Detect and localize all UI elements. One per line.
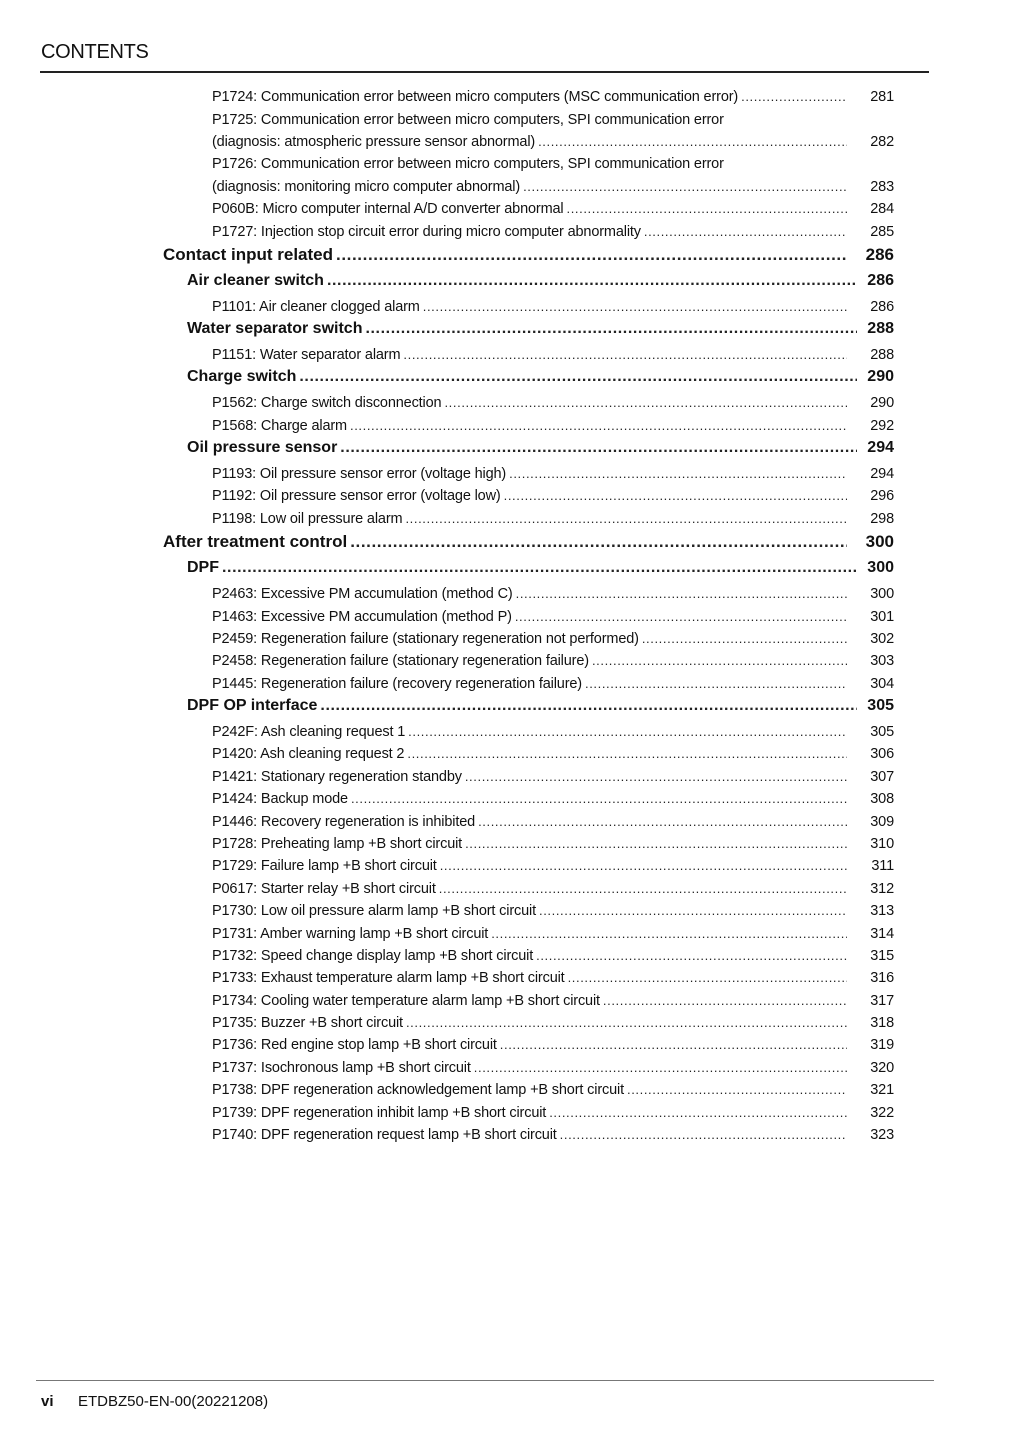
toc-entry-title: P1734: Cooling water temperature alarm lamp +B short circuit bbox=[212, 992, 600, 1009]
toc-entry-title: P1735: Buzzer +B short circuit bbox=[212, 1015, 403, 1032]
toc-page-number: 313 bbox=[870, 903, 894, 920]
toc-subsection[interactable] bbox=[187, 439, 894, 457]
toc-page-number: 322 bbox=[870, 1104, 894, 1121]
toc-entry[interactable] bbox=[212, 466, 894, 482]
dot-leader bbox=[406, 1015, 847, 1030]
toc-page-number: 290 bbox=[870, 395, 894, 411]
toc-page-number: 286 bbox=[867, 272, 894, 289]
toc-entry-title: P1740: DPF regeneration request lamp +B short circuit bbox=[212, 1127, 557, 1144]
toc-entry-title: P1731: Amber warning lamp +B short circuit bbox=[212, 925, 489, 942]
dot-leader bbox=[642, 631, 847, 646]
toc-page-number: 292 bbox=[870, 418, 894, 434]
toc-page-number: 300 bbox=[865, 532, 894, 551]
dot-leader bbox=[603, 993, 847, 1008]
toc-page-number: 319 bbox=[870, 1037, 894, 1054]
toc-subsection[interactable] bbox=[187, 272, 894, 290]
toc-page-number: 317 bbox=[870, 992, 894, 1009]
dot-leader bbox=[340, 439, 857, 457]
dot-leader bbox=[568, 970, 847, 985]
toc-page-number: 309 bbox=[870, 813, 894, 830]
toc-page-number: 296 bbox=[870, 488, 894, 504]
toc-entry-title: Air cleaner switch bbox=[187, 272, 324, 289]
toc-entry-title: P1421: Stationary regeneration standby bbox=[212, 768, 462, 785]
toc-entry[interactable] bbox=[212, 1105, 894, 1121]
toc-page-number: 304 bbox=[870, 676, 894, 692]
toc-entry[interactable] bbox=[212, 970, 894, 986]
toc-page-number: 302 bbox=[870, 631, 894, 647]
toc-entry[interactable] bbox=[212, 156, 894, 172]
toc-page-number: 281 bbox=[870, 89, 894, 105]
dot-leader bbox=[465, 769, 847, 784]
dot-leader bbox=[627, 1082, 847, 1097]
dot-leader bbox=[350, 418, 847, 433]
footer-divider bbox=[36, 1380, 934, 1381]
toc-subsection[interactable] bbox=[187, 697, 894, 715]
toc-entry[interactable] bbox=[212, 418, 894, 434]
dot-leader bbox=[365, 320, 857, 338]
toc-entry[interactable] bbox=[212, 1015, 894, 1031]
toc-entry-title: P0617: Starter relay +B short circuit bbox=[212, 880, 436, 897]
toc-page-number: 284 bbox=[870, 201, 894, 217]
toc-entry[interactable] bbox=[212, 858, 894, 874]
toc-entry[interactable] bbox=[212, 1037, 894, 1053]
toc-entry-title: (diagnosis: atmospheric pressure sensor abnormal) bbox=[212, 134, 536, 150]
toc-entry[interactable] bbox=[212, 926, 894, 942]
dot-leader bbox=[320, 697, 857, 715]
toc-entry[interactable] bbox=[212, 1082, 894, 1098]
toc-entry-title: DPF bbox=[187, 559, 219, 576]
toc-subsection[interactable] bbox=[187, 320, 894, 338]
toc-entry[interactable] bbox=[212, 89, 894, 105]
toc-page-number: 314 bbox=[870, 925, 894, 942]
toc-entry-title: P1737: Isochronous lamp +B short circuit bbox=[212, 1059, 471, 1076]
toc-page-number: 300 bbox=[870, 586, 894, 602]
toc-entry-title: P1568: Charge alarm bbox=[212, 418, 347, 434]
toc-entry[interactable] bbox=[212, 134, 894, 150]
toc-page-number: 320 bbox=[870, 1059, 894, 1076]
toc-entry[interactable] bbox=[212, 1060, 894, 1076]
dot-leader bbox=[350, 532, 847, 552]
toc-page-number: 288 bbox=[870, 347, 894, 363]
toc-entry[interactable] bbox=[212, 993, 894, 1009]
toc-entry-title: P1738: DPF regeneration acknowledgement lamp +B short circuit bbox=[212, 1082, 624, 1099]
toc-page-number: 301 bbox=[870, 609, 894, 625]
toc-page-number: 300 bbox=[867, 559, 894, 576]
footer-page-number: vi bbox=[41, 1393, 54, 1410]
toc-entry-title: P1445: Regeneration failure (recovery regeneration failure) bbox=[212, 676, 582, 692]
dot-leader bbox=[440, 858, 847, 873]
toc-entry-title: Water separator switch bbox=[187, 320, 363, 337]
dot-leader bbox=[509, 466, 847, 481]
toc-entry-title: P242F: Ash cleaning request 1 bbox=[212, 724, 406, 740]
toc-entry-title: Charge switch bbox=[187, 368, 297, 385]
dot-leader bbox=[536, 948, 847, 963]
toc-page-number: 307 bbox=[870, 768, 894, 785]
toc-entry[interactable] bbox=[212, 746, 894, 762]
toc-entry-title: P1424: Backup mode bbox=[212, 791, 348, 808]
toc-entry[interactable] bbox=[212, 724, 894, 740]
toc-page-number: 286 bbox=[865, 245, 894, 264]
toc-page-number: 315 bbox=[870, 947, 894, 964]
toc-entry[interactable] bbox=[212, 347, 894, 363]
toc-entry-title: P1562: Charge switch disconnection bbox=[212, 395, 442, 411]
toc-entry-title: P1736: Red engine stop lamp +B short circuit bbox=[212, 1037, 497, 1054]
toc-entry[interactable] bbox=[212, 836, 894, 852]
dot-leader bbox=[351, 791, 847, 806]
toc-entry[interactable] bbox=[212, 1127, 894, 1143]
toc-page-number: 305 bbox=[867, 697, 894, 714]
dot-leader bbox=[539, 903, 847, 918]
toc-page-number: 294 bbox=[870, 466, 894, 482]
toc-entry-title: P1729: Failure lamp +B short circuit bbox=[212, 858, 437, 875]
dot-leader bbox=[500, 1037, 847, 1052]
dot-leader bbox=[644, 224, 847, 239]
toc-entry-title: (diagnosis: monitoring micro computer abnormal) bbox=[212, 179, 521, 195]
toc-page-number: 311 bbox=[871, 858, 894, 875]
toc-page-number: 312 bbox=[870, 880, 894, 897]
header-divider bbox=[40, 71, 929, 73]
toc-entry[interactable] bbox=[212, 881, 894, 897]
toc-entry-title: P1420: Ash cleaning request 2 bbox=[212, 746, 405, 763]
toc-page-number: 283 bbox=[870, 179, 894, 195]
toc-entry-title: P1724: Communication error between micro computers (MSC communication error) bbox=[212, 89, 739, 105]
toc-page-number: 282 bbox=[870, 134, 894, 150]
toc-subsection[interactable] bbox=[187, 559, 894, 577]
toc-entry[interactable] bbox=[212, 769, 894, 785]
toc-entry-title: P2459: Regeneration failure (stationary regeneration not performed) bbox=[212, 631, 639, 647]
toc-page-number: 298 bbox=[870, 511, 894, 527]
dot-leader bbox=[741, 89, 847, 104]
dot-leader bbox=[407, 746, 847, 761]
dot-leader bbox=[439, 881, 847, 896]
dot-leader bbox=[405, 511, 847, 526]
dot-leader bbox=[327, 272, 857, 290]
toc-entry-title: DPF OP interface bbox=[187, 697, 318, 714]
toc-entry-title: P1198: Low oil pressure alarm bbox=[212, 511, 403, 527]
dot-leader bbox=[336, 245, 847, 265]
toc-page-number: 323 bbox=[870, 1127, 894, 1144]
page-title: CONTENTS bbox=[41, 41, 149, 63]
toc-page-number: 306 bbox=[870, 746, 894, 763]
toc-entry[interactable] bbox=[212, 609, 894, 625]
toc-entry-title: P060B: Micro computer internal A/D converter abnormal bbox=[212, 201, 564, 217]
toc-entry[interactable] bbox=[212, 903, 894, 919]
toc-entry-title: Contact input related bbox=[163, 245, 334, 264]
dot-leader bbox=[465, 836, 847, 851]
toc-entry[interactable] bbox=[212, 112, 894, 128]
toc-entry-title: After treatment control bbox=[163, 532, 348, 551]
toc-page-number: 308 bbox=[870, 791, 894, 808]
toc-entry-title: P2458: Regeneration failure (stationary regeneration failure) bbox=[212, 653, 589, 669]
toc-entry-title: P1101: Air cleaner clogged alarm bbox=[212, 299, 420, 315]
toc-entry-title: P1192: Oil pressure sensor error (voltage low) bbox=[212, 488, 501, 504]
toc-entry-title: Oil pressure sensor bbox=[187, 439, 338, 456]
toc-entry-title: P1732: Speed change display lamp +B short circuit bbox=[212, 947, 534, 964]
toc-entry-title: P1151: Water separator alarm bbox=[212, 347, 401, 363]
toc-entry[interactable] bbox=[212, 653, 894, 669]
dot-leader bbox=[403, 347, 847, 362]
dot-leader bbox=[549, 1105, 847, 1120]
toc-entry[interactable] bbox=[212, 395, 894, 411]
toc-entry[interactable] bbox=[212, 179, 894, 195]
toc-page-number: 288 bbox=[867, 320, 894, 337]
toc-entry[interactable] bbox=[212, 511, 894, 527]
toc-page-number: 310 bbox=[870, 835, 894, 852]
dot-leader bbox=[408, 724, 847, 739]
toc-entry-title: P1193: Oil pressure sensor error (voltage high) bbox=[212, 466, 507, 482]
dot-leader bbox=[567, 201, 848, 216]
toc-entry-title: P1739: DPF regeneration inhibit lamp +B short circuit bbox=[212, 1104, 547, 1121]
dot-leader bbox=[538, 134, 847, 149]
toc-entry-title: P1725: Communication error between micro computers, SPI communication error bbox=[212, 112, 724, 128]
toc-page-number: 316 bbox=[870, 970, 894, 987]
toc-page-number: 318 bbox=[870, 1015, 894, 1032]
toc-entry[interactable] bbox=[212, 224, 894, 240]
toc-entry[interactable] bbox=[212, 948, 894, 964]
toc-page-number: 294 bbox=[867, 439, 894, 456]
toc-entry-title: P1727: Injection stop circuit error during micro computer abnormality bbox=[212, 224, 641, 240]
toc-page-number: 305 bbox=[870, 724, 894, 740]
dot-leader bbox=[491, 926, 847, 941]
dot-leader bbox=[222, 559, 857, 577]
toc-entry-title: P1446: Recovery regeneration is inhibited bbox=[212, 813, 476, 830]
footer-document-code: ETDBZ50-EN-00(20221208) bbox=[78, 1393, 269, 1410]
toc-subsection[interactable] bbox=[187, 368, 894, 386]
dot-leader bbox=[585, 676, 847, 691]
dot-leader bbox=[474, 1060, 847, 1075]
dot-leader bbox=[478, 814, 847, 829]
toc-page-number: 303 bbox=[870, 653, 894, 669]
toc-entry-title: P1733: Exhaust temperature alarm lamp +B short circuit bbox=[212, 970, 565, 987]
toc-section[interactable] bbox=[163, 245, 894, 265]
toc-section[interactable] bbox=[163, 532, 894, 552]
toc-entry-title: P1726: Communication error between micro computers, SPI communication error bbox=[212, 156, 724, 172]
dot-leader bbox=[516, 586, 847, 601]
dot-leader bbox=[523, 179, 847, 194]
toc-entry[interactable] bbox=[212, 631, 894, 647]
toc-entry[interactable] bbox=[212, 814, 894, 830]
dot-leader bbox=[515, 609, 847, 624]
toc-entry[interactable] bbox=[212, 791, 894, 807]
toc-page-number: 321 bbox=[870, 1082, 894, 1099]
dot-leader bbox=[299, 368, 857, 386]
dot-leader bbox=[423, 299, 847, 314]
toc-entry[interactable] bbox=[212, 586, 894, 602]
dot-leader bbox=[444, 395, 847, 410]
toc-entry[interactable] bbox=[212, 488, 894, 504]
toc-page-number: 285 bbox=[870, 224, 894, 240]
toc-entry-title: P1728: Preheating lamp +B short circuit bbox=[212, 835, 463, 852]
toc-entry-title: P1463: Excessive PM accumulation (method P) bbox=[212, 609, 512, 625]
dot-leader bbox=[560, 1127, 847, 1142]
toc-entry[interactable] bbox=[212, 201, 894, 217]
toc-entry-title: P1730: Low oil pressure alarm lamp +B short circuit bbox=[212, 903, 536, 920]
toc-entry[interactable] bbox=[212, 299, 894, 315]
toc-entry-title: P2463: Excessive PM accumulation (method C) bbox=[212, 586, 513, 602]
toc-entry[interactable] bbox=[212, 676, 894, 692]
toc-page-number: 290 bbox=[867, 368, 894, 385]
toc-page-number: 286 bbox=[870, 299, 894, 315]
dot-leader bbox=[592, 653, 847, 668]
dot-leader bbox=[504, 488, 847, 503]
